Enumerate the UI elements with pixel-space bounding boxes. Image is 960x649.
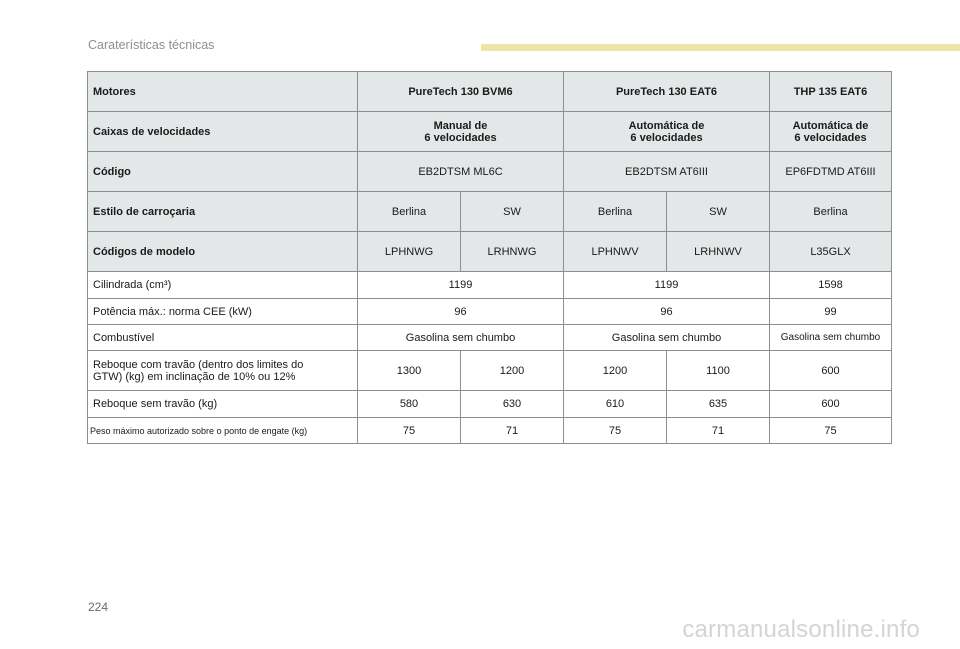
row-label: Cilindrada (cm³) (88, 272, 358, 299)
row-label: Peso máximo autorizado sobre o ponto de engate (kg) (88, 418, 358, 444)
table-row-combustivel (88, 325, 892, 351)
row-label: Combustível (88, 325, 358, 351)
table-cell: Berlina (564, 192, 667, 232)
cell-line: Automática de (628, 119, 705, 132)
table-cell: Berlina (770, 192, 892, 232)
label-line: Reboque com travão (dentro dos limites do (93, 358, 304, 371)
row-label: Motores (88, 72, 358, 112)
table-row-caixas (88, 112, 892, 152)
table-cell: 75 (358, 418, 461, 444)
table-cell: 1200 (564, 351, 667, 391)
table-cell: 75 (564, 418, 667, 444)
table-cell: 610 (564, 391, 667, 418)
row-label: Potência máx.: norma CEE (kW) (88, 299, 358, 325)
table-row-motores (88, 72, 892, 112)
title-accent-bar (481, 44, 960, 51)
table-row-potencia (88, 299, 892, 325)
table-cell (770, 112, 892, 152)
table-cell: EB2DTSM AT6III (564, 152, 770, 192)
table-cell: Gasolina sem chumbo (358, 325, 564, 351)
table-row-codigo (88, 152, 892, 192)
table-cell: 1200 (461, 351, 564, 391)
table-cell: 635 (667, 391, 770, 418)
table-cell: LRHNWG (461, 232, 564, 272)
table-cell: 96 (358, 299, 564, 325)
cell-line: Manual de (433, 119, 488, 132)
row-label: Estilo de carroçaria (88, 192, 358, 232)
table-cell (358, 112, 564, 152)
label-line: GTW) (kg) em inclinação de 10% ou 12% (93, 370, 296, 383)
table-cell: SW (461, 192, 564, 232)
table-cell: LPHNWG (358, 232, 461, 272)
cell-line: 6 velocidades (630, 131, 703, 144)
table-cell: 71 (667, 418, 770, 444)
table-cell: L35GLX (770, 232, 892, 272)
table-cell: 1199 (358, 272, 564, 299)
table-cell: LPHNWV (564, 232, 667, 272)
table-cell: 630 (461, 391, 564, 418)
table-cell: SW (667, 192, 770, 232)
cell-line: 6 velocidades (424, 131, 497, 144)
row-label: Caixas de velocidades (88, 112, 358, 152)
table-cell: Gasolina sem chumbo (770, 325, 892, 351)
table-cell: PureTech 130 EAT6 (564, 72, 770, 112)
table-cell: LRHNWV (667, 232, 770, 272)
cell-line: Automática de (792, 119, 869, 132)
table-cell: EB2DTSM ML6C (358, 152, 564, 192)
page-number: 224 (88, 600, 109, 614)
table-cell (564, 112, 770, 152)
cell-line: 6 velocidades (794, 131, 867, 144)
table-row-peso-engate (88, 418, 892, 444)
table-cell: PureTech 130 BVM6 (358, 72, 564, 112)
table-cell: 1598 (770, 272, 892, 299)
section-title: Caraterísticas técnicas (88, 38, 215, 52)
table-cell: 600 (770, 351, 892, 391)
table-row-codigos-modelo (88, 232, 892, 272)
row-label (88, 351, 358, 391)
row-label: Código (88, 152, 358, 192)
table-cell: 1199 (564, 272, 770, 299)
table-cell: 1300 (358, 351, 461, 391)
table-cell: Berlina (358, 192, 461, 232)
watermark: carmanualsonline.info (682, 616, 920, 643)
table-cell: THP 135 EAT6 (770, 72, 892, 112)
table-row-reboque-sem-travao (88, 391, 892, 418)
row-label: Reboque sem travão (kg) (88, 391, 358, 418)
table-cell: 96 (564, 299, 770, 325)
table-row-cilindrada (88, 272, 892, 299)
table-cell: 71 (461, 418, 564, 444)
table-cell: 1100 (667, 351, 770, 391)
table-cell: 75 (770, 418, 892, 444)
table-cell: Gasolina sem chumbo (564, 325, 770, 351)
row-label: Códigos de modelo (88, 232, 358, 272)
table-cell: 600 (770, 391, 892, 418)
table-row-reboque-com-travao (88, 351, 892, 391)
table-cell: 580 (358, 391, 461, 418)
specifications-table (87, 71, 892, 444)
table-row-estilo (88, 192, 892, 232)
table-cell: EP6FDTMD AT6III (770, 152, 892, 192)
table-cell: 99 (770, 299, 892, 325)
